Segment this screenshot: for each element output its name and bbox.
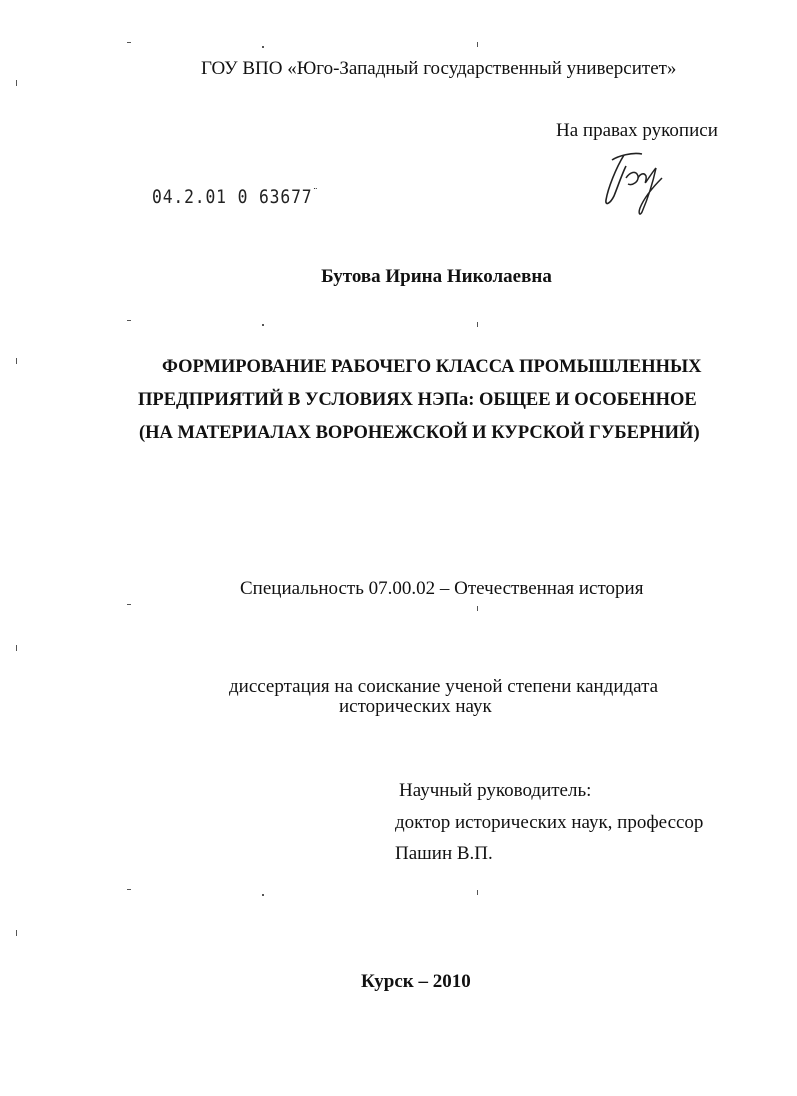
supervisor-label: Научный руководитель:: [399, 780, 592, 801]
manuscript-rights-label: На правах рукописи: [556, 120, 718, 141]
thesis-title-line: ФОРМИРОВАНИЕ РАБОЧЕГО КЛАССА ПРОМЫШЛЕННЫХ: [162, 357, 702, 377]
scan-speck: [127, 42, 131, 43]
thesis-title-line: (НА МАТЕРИАЛАХ ВОРОНЕЖСКОЙ И КУРСКОЙ ГУБЕРНИЙ): [139, 423, 700, 443]
scan-speck: [262, 324, 264, 326]
supervisor-degree: доктор исторических наук, профессор: [395, 812, 704, 833]
library-code-stamp: 04.2.01 0 63677¨: [152, 186, 320, 208]
scan-speck: [477, 606, 478, 611]
scan-speck: [127, 320, 131, 321]
thesis-title-line: ПРЕДПРИЯТИЙ В УСЛОВИЯХ НЭПа: ОБЩЕЕ И ОСОБЕННОЕ: [138, 390, 697, 410]
scan-speck: [477, 322, 478, 327]
degree-line-2: исторических наук: [339, 696, 492, 717]
degree-line-1: диссертация на соискание ученой степени кандидата: [229, 676, 659, 697]
scan-speck: [127, 604, 131, 605]
institution-name: ГОУ ВПО «Юго-Западный государственный университет»: [201, 58, 677, 79]
scan-speck: [16, 645, 17, 651]
specialty: Специальность 07.00.02 – Отечественная история: [240, 578, 644, 599]
scan-speck: [477, 42, 478, 47]
scan-speck: [16, 358, 17, 364]
scan-speck: [262, 46, 264, 48]
author-name: Бутова Ирина Николаевна: [321, 266, 552, 287]
scan-speck: [477, 890, 478, 895]
scan-speck: [16, 80, 17, 86]
scan-speck: [16, 930, 17, 936]
scan-speck: [262, 894, 264, 896]
scan-speck: [127, 889, 131, 890]
city-year: Курск – 2010: [361, 971, 471, 992]
signature: [598, 148, 672, 218]
supervisor-name: Пашин В.П.: [395, 843, 493, 864]
